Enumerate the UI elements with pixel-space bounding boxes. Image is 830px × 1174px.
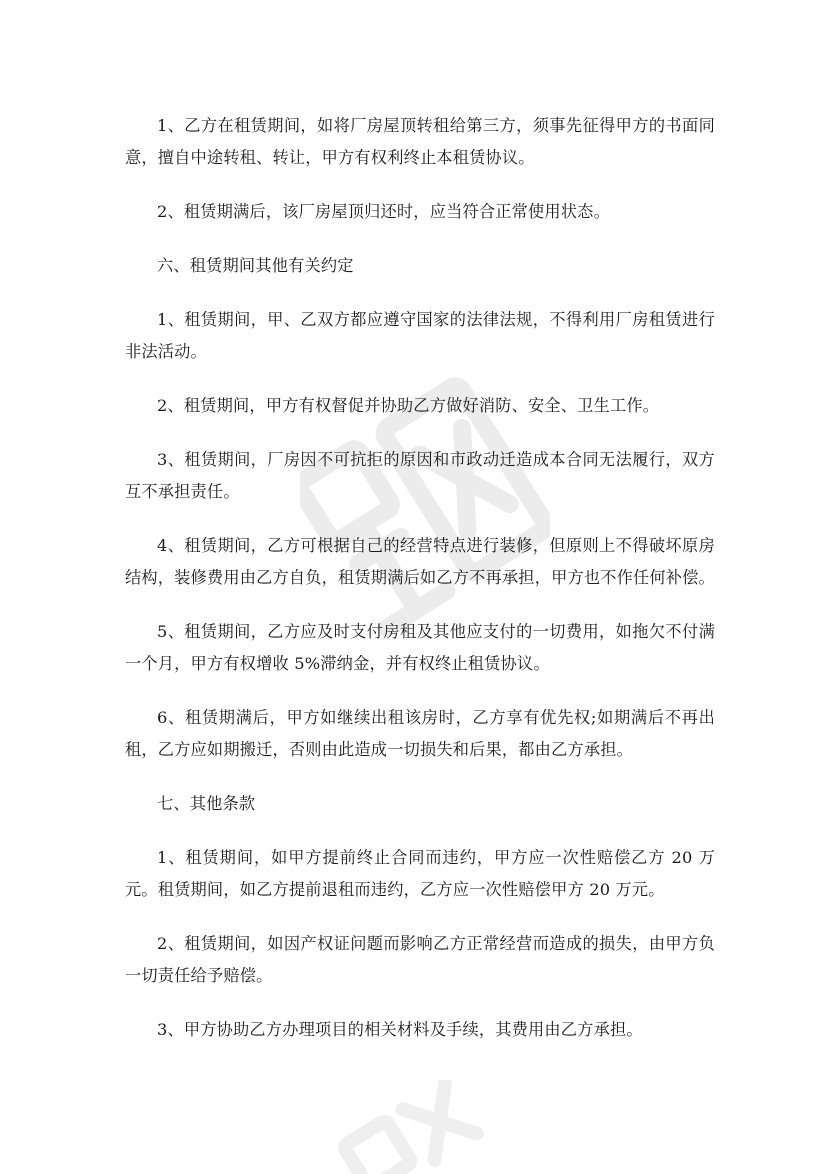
clause-paragraph: 2、租赁期满后，该厂房屋顶归还时，应当符合正常使用状态。 <box>157 202 610 221</box>
clause-paragraph: 1、租赁期间，甲、乙双方都应遵守国家的法律法规，不得利用厂房租赁进行非法活动。 <box>125 310 715 361</box>
clause-paragraph: 1、租赁期间，如甲方提前终止合同而违约，甲方应一次性赔偿乙方 20 万元。租赁期间，如乙方提前退租而违约，乙方应一次性赔偿甲方 20 万元。 <box>125 848 715 899</box>
clause-paragraph: 2、租赁期间，如因产权证问题而影响乙方正常经营而造成的损失，由甲方负一切责任给予赔偿。 <box>125 934 715 985</box>
watermark-graphic-bottom <box>330 1080 490 1174</box>
clause-paragraph: 2、租赁期间，甲方有权督促并协助乙方做好消防、安全、卫生工作。 <box>157 396 660 415</box>
clause-paragraph: 4、租赁期间，乙方可根据自己的经营特点进行装修，但原则上不得破坏原房结构，装修费用由乙方自负，租赁期满后如乙方不再承担，甲方也不作任何补偿。 <box>125 536 715 587</box>
clause-paragraph: 3、租赁期间，厂房因不可抗拒的原因和市政动迁造成本合同无法履行，双方互不承担责任。 <box>125 450 715 501</box>
clause-paragraph: 6、租赁期满后，甲方如继续出租该房时，乙方享有优先权;如期满后不再出租，乙方应如期搬迁，否则由此造成一切损失和后果，都由乙方承担。 <box>125 708 715 759</box>
section-heading: 六、租赁期间其他有关约定 <box>157 256 354 275</box>
document-body <box>125 110 715 1068</box>
clause-paragraph: 3、甲方协助乙方办理项目的相关材料及手续，其费用由乙方承担。 <box>157 1020 643 1039</box>
section-heading: 七、其他条款 <box>157 794 256 813</box>
clause-paragraph: 5、租赁期间，乙方应及时支付房租及其他应支付的一切费用，如拖欠不付满一个月，甲方有权增收 5%滞纳金，并有权终止租赁协议。 <box>125 622 715 673</box>
clause-paragraph: 1、乙方在租赁期间，如将厂房屋顶转租给第三方，须事先征得甲方的书面同意，擅自中途转租、转让，甲方有权利终止本租赁协议。 <box>125 116 715 167</box>
